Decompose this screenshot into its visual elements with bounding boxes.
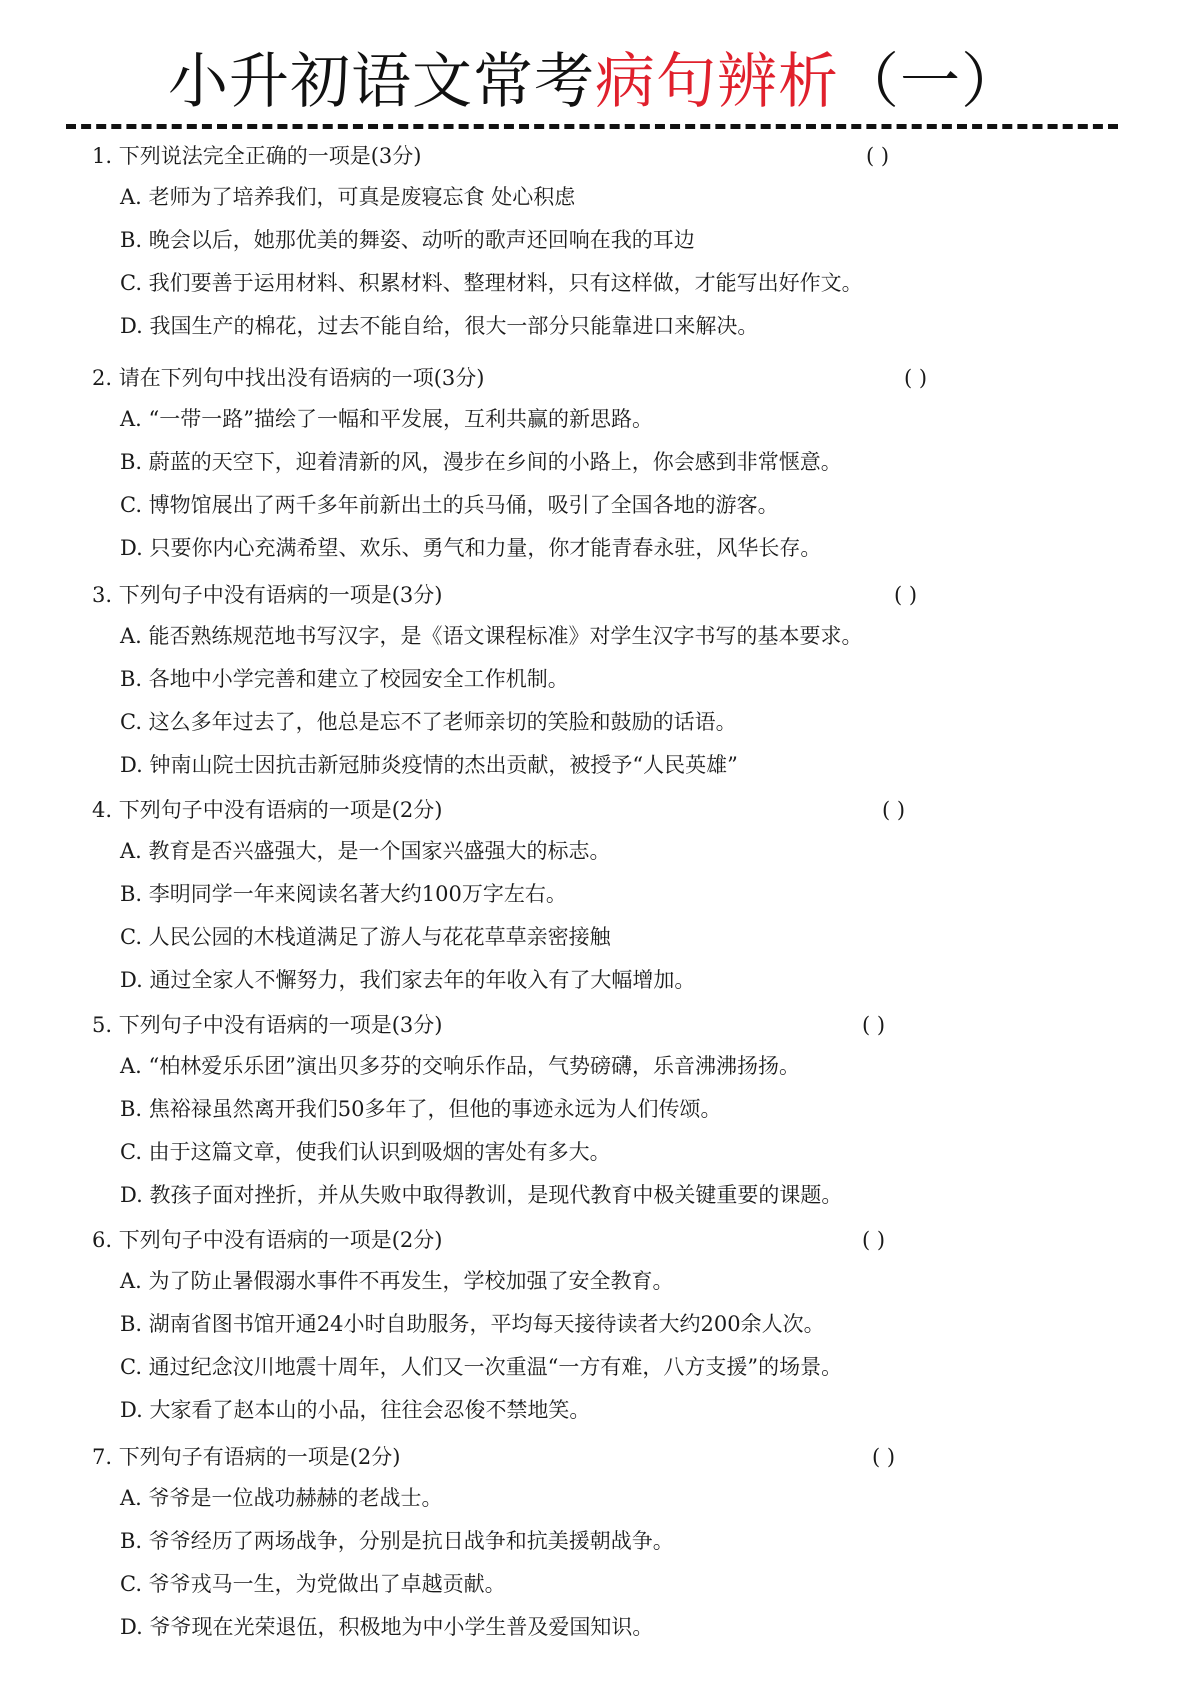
option-a: A. “一带一路”描绘了一幅和平发展，互利共赢的新思路。 [120, 407, 653, 431]
option-a: A. 为了防止暑假溺水事件不再发生，学校加强了安全教育。 [120, 1269, 674, 1293]
option-d: D. 通过全家人不懈努力，我们家去年的年收入有了大幅增加。 [120, 968, 696, 992]
option-c: C. 由于这篇文章，使我们认识到吸烟的害处有多大。 [120, 1140, 611, 1164]
option-b: B. 湖南省图书馆开通24小时自助服务，平均每天接待读者大约200余人次。 [120, 1312, 825, 1336]
option-b: B. 李明同学一年来阅读名著大约100万字左右。 [120, 882, 567, 906]
answer-blank: ( ) [872, 1445, 896, 1469]
title-black-part: 小升初语文常考 [168, 47, 595, 117]
question-1 [92, 136, 1032, 348]
option-a: A. “柏林爱乐乐团”演出贝多芬的交响乐作品，气势磅礴，乐音沸沸扬扬。 [120, 1054, 800, 1078]
question-4 [92, 790, 1032, 1002]
option-a: A. 爷爷是一位战功赫赫的老战士。 [120, 1486, 443, 1510]
question-stem: 7. 下列句子有语病的一项是(2分) [92, 1445, 401, 1469]
question-7 [92, 1437, 1032, 1649]
answer-blank: ( ) [894, 583, 918, 607]
option-d: D. 只要你内心充满希望、欢乐、勇气和力量，你才能青春永驻，风华长存。 [120, 536, 822, 560]
question-stem: 6. 下列句子中没有语病的一项是(2分) [92, 1228, 443, 1252]
option-d: D. 钟南山院士因抗击新冠肺炎疫情的杰出贡献，被授予“人民英雄” [120, 753, 738, 777]
option-d: D. 大家看了赵本山的小品，往往会忍俊不禁地笑。 [120, 1398, 591, 1422]
question-2 [92, 358, 1032, 570]
option-b: B. 各地中小学完善和建立了校园安全工作机制。 [120, 667, 569, 691]
option-a: A. 能否熟练规范地书写汉字，是《语文课程标准》对学生汉字书写的基本要求。 [120, 624, 863, 648]
question-stem: 3. 下列句子中没有语病的一项是(3分) [92, 583, 443, 607]
dashed-divider [66, 124, 1118, 129]
question-stem: 2. 请在下列句中找出没有语病的一项(3分) [92, 366, 485, 390]
question-3 [92, 575, 1032, 787]
option-b: B. 晚会以后，她那优美的舞姿、动听的歌声还回响在我的耳边 [120, 228, 695, 252]
option-c: C. 爷爷戎马一生，为党做出了卓越贡献。 [120, 1572, 506, 1596]
answer-blank: ( ) [882, 798, 906, 822]
question-stem: 1. 下列说法完全正确的一项是(3分) [92, 144, 422, 168]
option-c: C. 人民公园的木栈道满足了游人与花花草草亲密接触 [120, 925, 611, 949]
option-c: C. 通过纪念汶川地震十周年，人们又一次重温“一方有难，八方支援”的场景。 [120, 1355, 843, 1379]
option-a: A. 教育是否兴盛强大，是一个国家兴盛强大的标志。 [120, 839, 611, 863]
option-c: C. 我们要善于运用材料、积累材料、整理材料，只有这样做，才能写出好作文。 [120, 271, 863, 295]
option-d: D. 我国生产的棉花，过去不能自给，很大一部分只能靠进口来解决。 [120, 314, 759, 338]
answer-blank: ( ) [862, 1013, 886, 1037]
option-c: C. 博物馆展出了两千多年前新出土的兵马俑，吸引了全国各地的游客。 [120, 493, 779, 517]
question-6 [92, 1220, 1032, 1432]
page-title [0, 44, 1190, 120]
option-b: B. 爷爷经历了两场战争，分别是抗日战争和抗美援朝战争。 [120, 1529, 674, 1553]
option-b: B. 焦裕禄虽然离开我们50多年了，但他的事迹永远为人们传颂。 [120, 1097, 722, 1121]
question-5 [92, 1005, 1032, 1217]
option-a: A. 老师为了培养我们，可真是废寝忘食 处心积虑 [120, 185, 576, 209]
title-red-part: 病句辨析 [595, 47, 839, 117]
option-d: D. 教孩子面对挫折，并从失败中取得教训，是现代教育中极关键重要的课题。 [120, 1183, 843, 1207]
question-stem: 4. 下列句子中没有语病的一项是(2分) [92, 798, 443, 822]
option-d: D. 爷爷现在光荣退伍，积极地为中小学生普及爱国知识。 [120, 1615, 654, 1639]
answer-blank: ( ) [866, 144, 890, 168]
question-stem: 5. 下列句子中没有语病的一项是(3分) [92, 1013, 443, 1037]
option-c: C. 这么多年过去了，他总是忘不了老师亲切的笑脸和鼓励的话语。 [120, 710, 737, 734]
option-b: B. 蔚蓝的天空下，迎着清新的风，漫步在乡间的小路上，你会感到非常惬意。 [120, 450, 842, 474]
title-suffix: （一） [839, 47, 1022, 117]
answer-blank: ( ) [862, 1228, 886, 1252]
answer-blank: ( ) [904, 366, 928, 390]
